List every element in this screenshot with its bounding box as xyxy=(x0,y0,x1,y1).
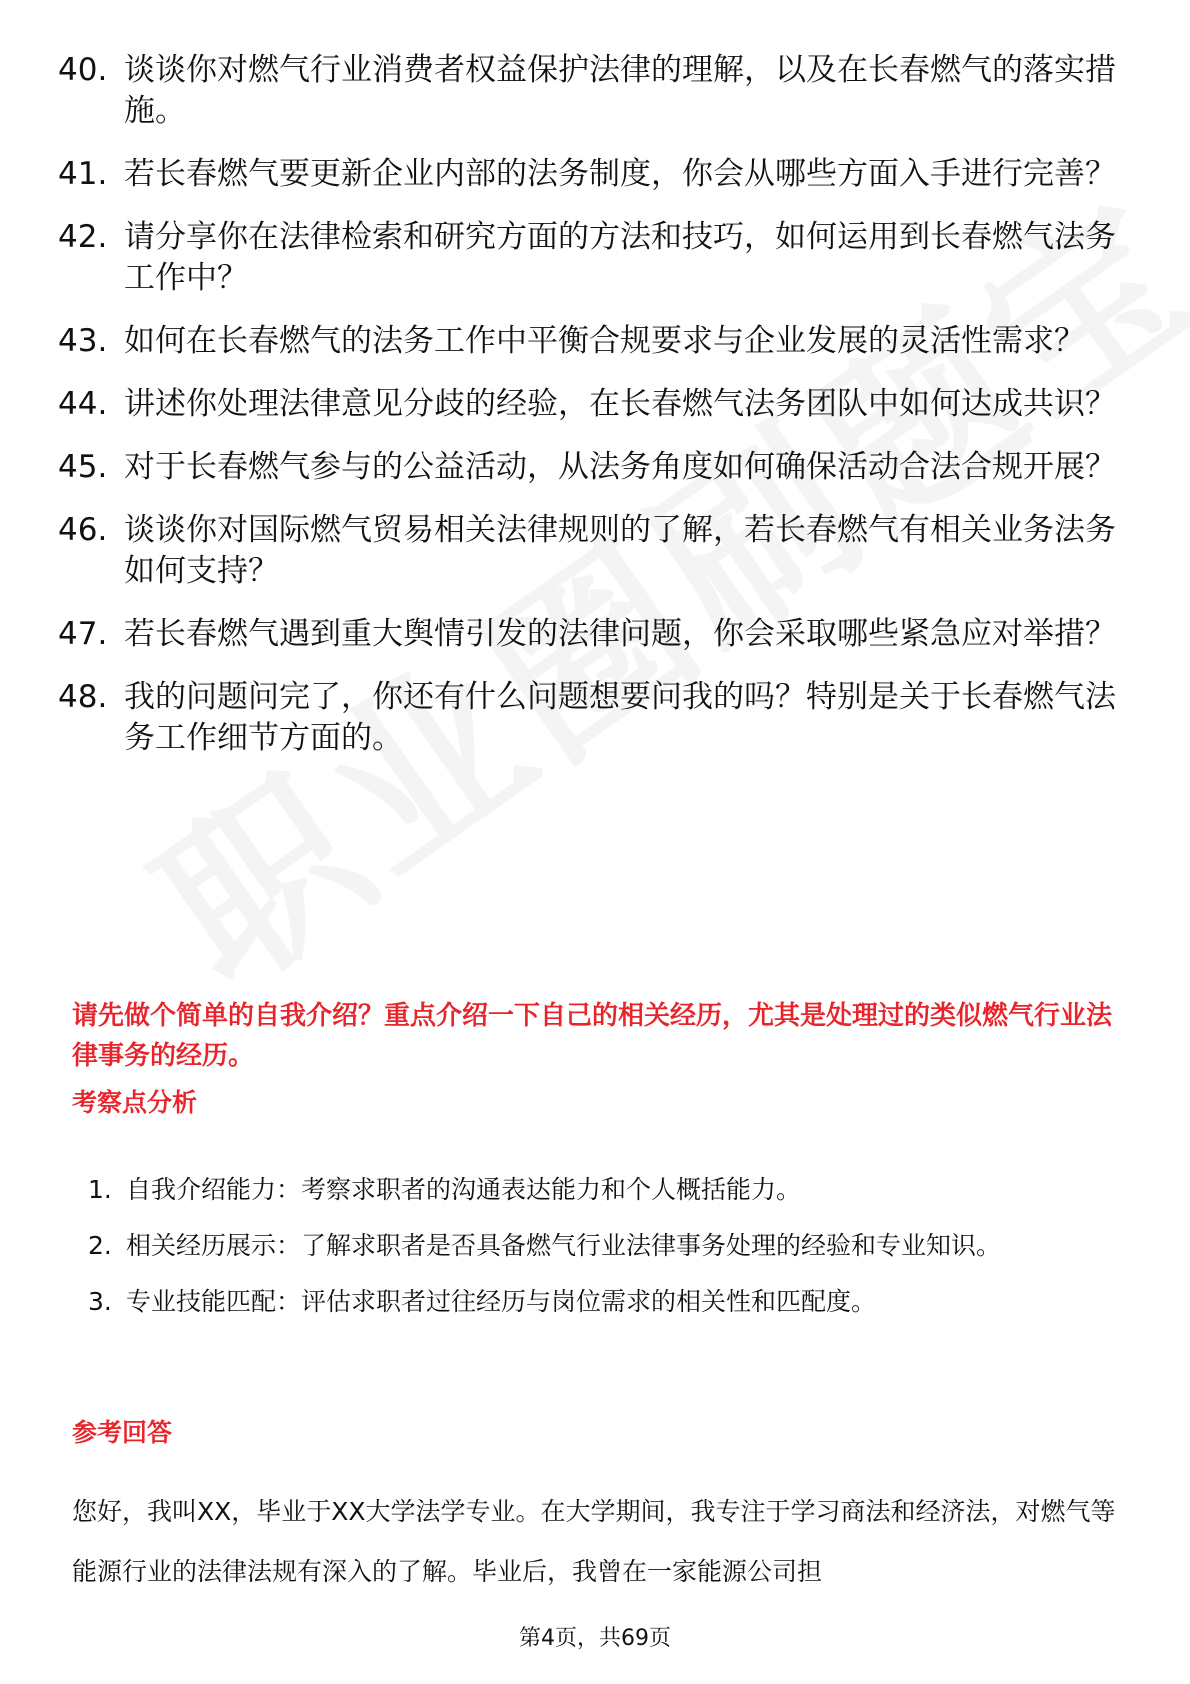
page-footer: 第4页，共69页 xyxy=(519,1626,671,1651)
analysis-number: 3. xyxy=(88,1287,112,1316)
question-number: 44. xyxy=(58,386,108,422)
question-number: 43. xyxy=(58,323,108,359)
question-item xyxy=(58,217,1118,299)
question-item xyxy=(58,154,1118,195)
answer-paragraph: 您好，我叫XX，毕业于XX大学法学专业。在大学期间，我专注于学习商法和经济法，对燃气等能源行业的法律法规有深入的了解。毕业后，我曾在一家能源公司担 xyxy=(72,1497,1116,1586)
question-text: 若长春燃气遇到重大舆情引发的法律问题，你会采取哪些紧急应对举措？ xyxy=(124,616,1116,652)
question-text: 谈谈你对国际燃气贸易相关法律规则的了解，若长春燃气有相关业务法务如何支持？ xyxy=(124,512,1116,589)
question-item xyxy=(58,50,1118,132)
question-text: 对于长春燃气参与的公益活动，从法务角度如何确保活动合法合规开展？ xyxy=(124,449,1116,485)
question-number: 45. xyxy=(58,449,108,485)
question-number: 47. xyxy=(58,616,108,652)
question-text: 我的问题问完了，你还有什么问题想要问我的吗？特别是关于长春燃气法务工作细节方面的。 xyxy=(124,679,1116,756)
question-item xyxy=(58,384,1118,425)
analysis-text: 自我介绍能力：考察求职者的沟通表达能力和个人概括能力。 xyxy=(126,1175,802,1204)
analysis-list xyxy=(88,1162,1118,1330)
analysis-text: 专业技能匹配：评估求职者过往经历与岗位需求的相关性和匹配度。 xyxy=(126,1287,877,1316)
analysis-item xyxy=(88,1218,1118,1274)
analysis-number: 2. xyxy=(88,1231,112,1260)
question-item xyxy=(58,614,1118,655)
question-item xyxy=(58,510,1118,592)
analysis-item xyxy=(88,1162,1118,1218)
analysis-heading: 考察点分析 xyxy=(72,1088,198,1117)
question-item xyxy=(58,321,1118,362)
question-number: 41. xyxy=(58,156,108,192)
analysis-number: 1. xyxy=(88,1175,112,1204)
analysis-item xyxy=(88,1274,1118,1330)
question-text: 讲述你处理法律意见分歧的经验，在长春燃气法务团队中如何达成共识？ xyxy=(124,386,1116,422)
question-number: 46. xyxy=(58,512,108,548)
answer-heading: 参考回答 xyxy=(72,1418,173,1447)
question-list xyxy=(58,50,1118,781)
question-item xyxy=(58,447,1118,488)
question-number: 48. xyxy=(58,679,108,715)
analysis-text: 相关经历展示：了解求职者是否具备燃气行业法律事务处理的经验和专业知识。 xyxy=(126,1231,1002,1260)
question-number: 40. xyxy=(58,52,108,88)
question-item xyxy=(58,677,1118,759)
question-number: 42. xyxy=(58,219,108,255)
question-text: 请分享你在法律检索和研究方面的方法和技巧，如何运用到长春燃气法务工作中？ xyxy=(124,219,1116,296)
question-text: 若长春燃气要更新企业内部的法务制度，你会从哪些方面入手进行完善？ xyxy=(124,156,1116,192)
question-text: 谈谈你对燃气行业消费者权益保护法律的理解，以及在长春燃气的落实措施。 xyxy=(124,52,1116,129)
question-text: 如何在长春燃气的法务工作中平衡合规要求与企业发展的灵活性需求？ xyxy=(124,323,1085,359)
highlighted-question: 请先做个简单的自我介绍？重点介绍一下自己的相关经历，尤其是处理过的类似燃气行业法律事务的经历。 xyxy=(72,1001,1113,1071)
